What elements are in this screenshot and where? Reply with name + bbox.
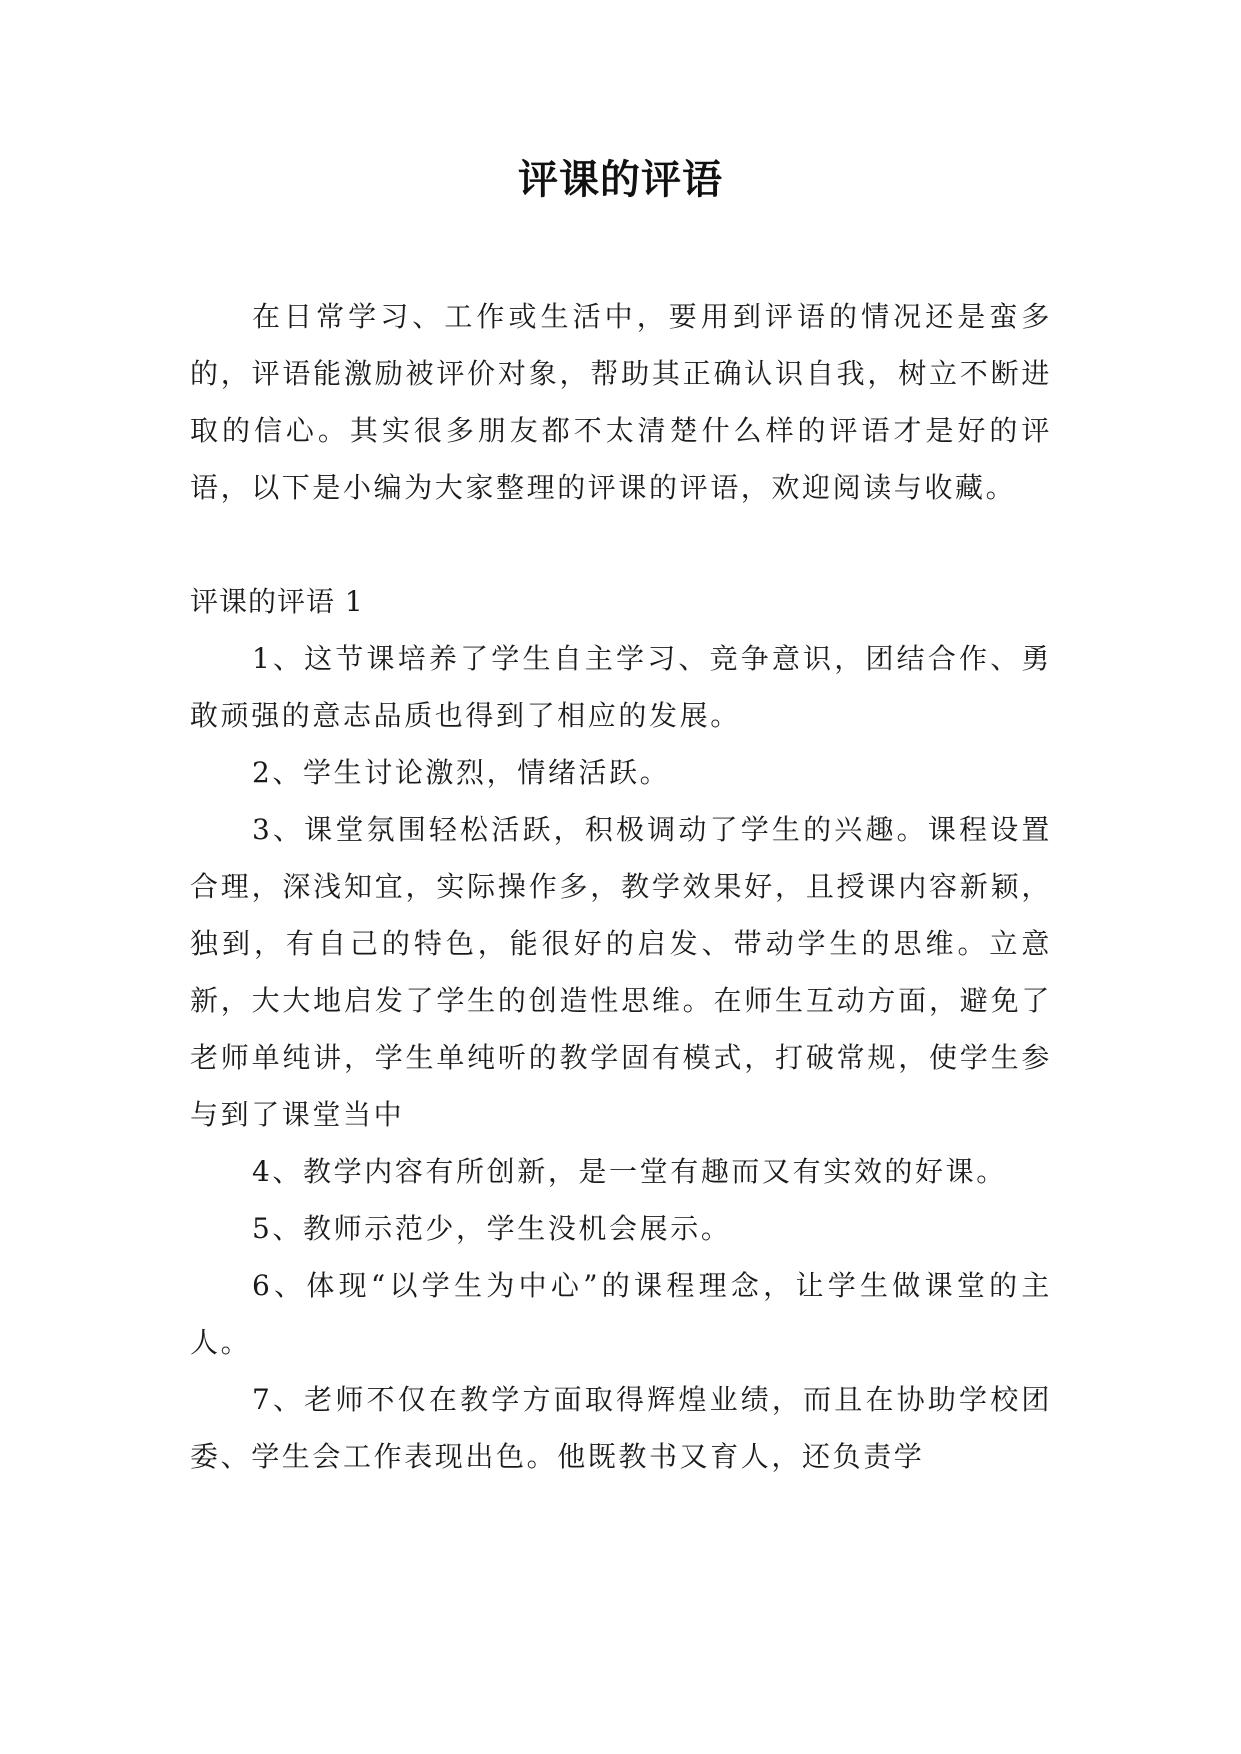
- list-item: 1、这节课培养了学生自主学习、竞争意识，团结合作、勇敢顽强的意志品质也得到了相应的发展。: [190, 642, 1052, 732]
- document-body: [190, 288, 1052, 1485]
- list-item: 2、学生讨论激烈，情绪活跃。: [252, 756, 671, 789]
- list-item: 3、课堂氛围轻松活跃，积极调动了学生的兴趣。课程设置合理，深浅知宜，实际操作多，教学效果好，且授课内容新颖，独到，有自己的特色，能很好的启发、带动学生的思维。立意新，大大地启发了学生的创造性思维。在师生互动方面，避免了老师单纯讲，学生单纯听的教学固有模式，打破常规，使学生参与到了课堂当中: [190, 813, 1052, 1131]
- list-item: 5、教师示范少，学生没机会展示。: [252, 1212, 732, 1245]
- list-item: 7、老师不仅在教学方面取得辉煌业绩，而且在协助学校团委、学生会工作表现出色。他既教书又育人，还负责学: [190, 1383, 1052, 1473]
- intro-paragraph: 在日常学习、工作或生活中，要用到评语的情况还是蛮多的，评语能激励被评价对象，帮助其正确认识自我，树立不断进取的信心。其实很多朋友都不太清楚什么样的评语才是好的评语，以下是小编为大家整理的评课的评语，欢迎阅读与收藏。: [190, 300, 1052, 504]
- section-heading: 评课的评语 1: [190, 585, 364, 618]
- list-item: 4、教学内容有所创新，是一堂有趣而又有实效的好课。: [252, 1155, 1007, 1188]
- document-title: 评课的评语: [518, 157, 723, 203]
- list-item: 6、体现“以学生为中心”的课程理念，让学生做课堂的主人。: [190, 1269, 1052, 1359]
